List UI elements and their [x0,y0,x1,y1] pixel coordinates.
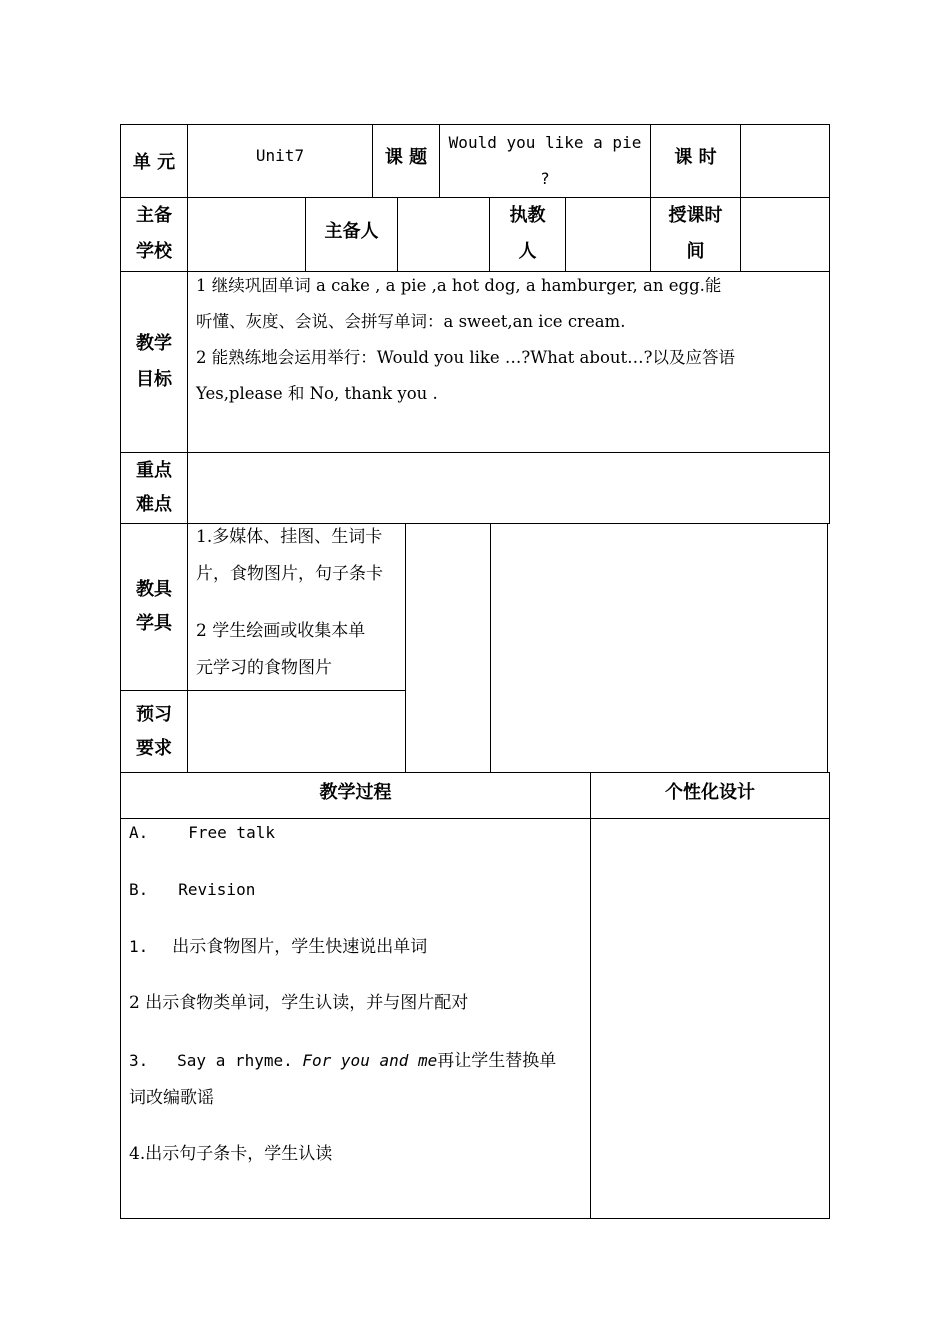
preview-label-line2: 要求 [136,737,172,759]
goals-line-3: 2 能熟练地会运用举行：Would you like …?What about…?以及应答语 [196,348,735,367]
tools-line-3: 2 学生绘画或收集本单 [196,621,366,641]
goals-label [121,272,187,452]
keypoints-label [121,453,187,523]
teacher-label-line1: 执教 [509,205,546,226]
keypoints-label-line1: 重点 [136,460,172,481]
goals-line-2: 听懂、灰度、会说、会拼写单词：a sweet,an ice cream. [196,312,626,331]
goals-label-line2: 目标 [136,369,172,390]
unit-label: 单 元 [132,152,176,173]
tools-line-1: 1.多媒体、挂图、生词卡 [196,527,383,547]
process-item-a: A. Free talk [129,823,275,842]
time-value [741,198,829,271]
topic-value-line2: ? [540,169,550,188]
keypoints-value [188,453,829,523]
process-item-b: B. Revision [129,880,256,899]
topic-value-line1: Would you like a pie [448,133,642,152]
process-content [129,814,584,1214]
goals-line-4: Yes,please 和 No, thank you . [196,384,438,403]
preparer-label: 主备人 [324,221,379,242]
preview-label [121,691,187,772]
school-label [121,198,187,271]
process-item-1: 1. 出示食物图片，学生快速说出单词 [129,937,428,957]
design-content [591,819,829,1218]
tools-line-4: 元学习的食物图片 [196,658,332,678]
tools-content [196,519,404,689]
goals-content [196,268,826,448]
tools-line-2: 片，食物图片，句子条卡 [196,564,383,584]
teacher-label [490,198,565,271]
school-value [188,198,305,271]
design-header: 个性化设计 [665,782,755,803]
topic-label: 课 题 [384,147,428,168]
process-item-4: 4.出示句子条卡，学生认读 [129,1144,333,1164]
goals-label-line1: 教学 [136,333,172,354]
tools-label-line2: 学具 [136,613,172,634]
goals-line-1: 1 继续巩固单词 a cake , a pie ,a hot dog, a hamburger, an egg.能 [196,276,722,295]
preparer-value [398,198,489,271]
tools-label-line1: 教具 [136,579,172,600]
process-header: 教学过程 [319,782,392,803]
teacher-label-line2: 人 [518,241,537,262]
process-item-2: 2 出示食物类单词，学生认读，并与图片配对 [129,993,469,1013]
school-label-line2: 学校 [136,241,172,262]
topic-value [440,125,650,197]
process-item-3: 3. Say a rhyme. For you and me再让学生替换单 词改编歌谣 [129,1051,557,1108]
time-label-line1: 授课时 [668,205,723,226]
school-label-line1: 主备 [136,205,172,226]
period-label: 课 时 [674,147,717,168]
time-label [651,198,740,271]
preview-value [188,691,405,772]
tools-label [121,524,187,690]
period-value [741,125,829,197]
teacher-value [566,198,650,271]
keypoints-label-line2: 难点 [136,494,172,515]
preview-label-line1: 预习 [136,703,172,725]
unit-value: Unit7 [255,145,305,165]
time-label-line2: 间 [686,241,705,262]
